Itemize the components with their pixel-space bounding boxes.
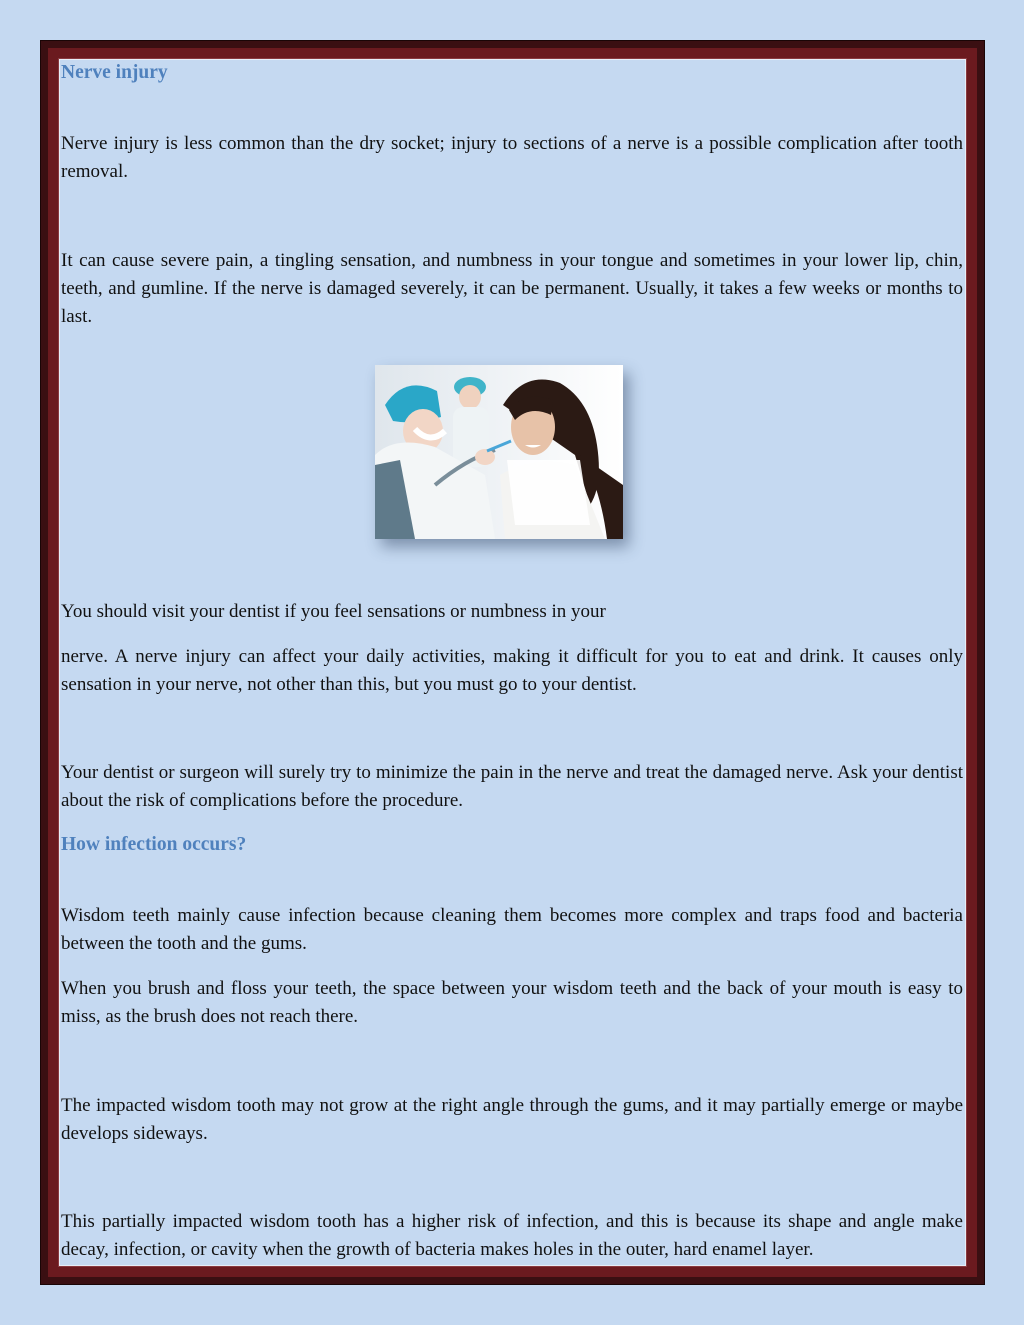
paragraph-brushing: When you brush and floss your teeth, the space between your wisdom teeth and the back of your mouth is easy to miss, as the brush does not reach there. bbox=[61, 978, 963, 1027]
heading-infection: How infection occurs? bbox=[61, 834, 247, 855]
paragraph-partial-impaction: This partially impacted wisdom tooth has a higher risk of infection, and this is because its shape and angle make decay, infection, or cavity when the growth of bacteria makes holes in the outer, hard enamel layer. bbox=[61, 1211, 963, 1260]
paragraph-surgeon-treatment: Your dentist or surgeon will surely try to minimize the pain in the nerve and treat the damaged nerve. Ask your dentist about the risk of complications before the procedure. bbox=[61, 762, 963, 811]
dentist-photo bbox=[375, 365, 623, 539]
paragraph-nerve-symptoms: It can cause severe pain, a tingling sensation, and numbness in your tongue and sometimes in your lower lip, chin, teeth, and gumline. If the nerve is damaged severely, it can be permanent. Usually, it takes a few weeks or months to last. bbox=[61, 250, 963, 327]
paragraph-nerve-intro: Nerve injury is less common than the dry socket; injury to sections of a nerve is a possible complication after tooth removal. bbox=[61, 133, 963, 182]
paragraph-impacted-tooth: The impacted wisdom tooth may not grow at the right angle through the gums, and it may partially emerge or maybe develops sideways. bbox=[61, 1095, 963, 1144]
paragraph-infection-cause: Wisdom teeth mainly cause infection because cleaning them becomes more complex and traps food and bacteria between the tooth and the gums. bbox=[61, 905, 963, 954]
paragraph-daily-activities: nerve. A nerve injury can affect your daily activities, making it difficult for you to eat and drink. It causes only sensation in your nerve, not other than this, but you must go to your dentist. bbox=[61, 646, 963, 695]
dentist-patient-illustration bbox=[375, 365, 623, 539]
paragraph-visit-dentist: You should visit your dentist if you feel sensations or numbness in your bbox=[61, 601, 606, 622]
heading-nerve-injury: Nerve injury bbox=[61, 62, 168, 83]
